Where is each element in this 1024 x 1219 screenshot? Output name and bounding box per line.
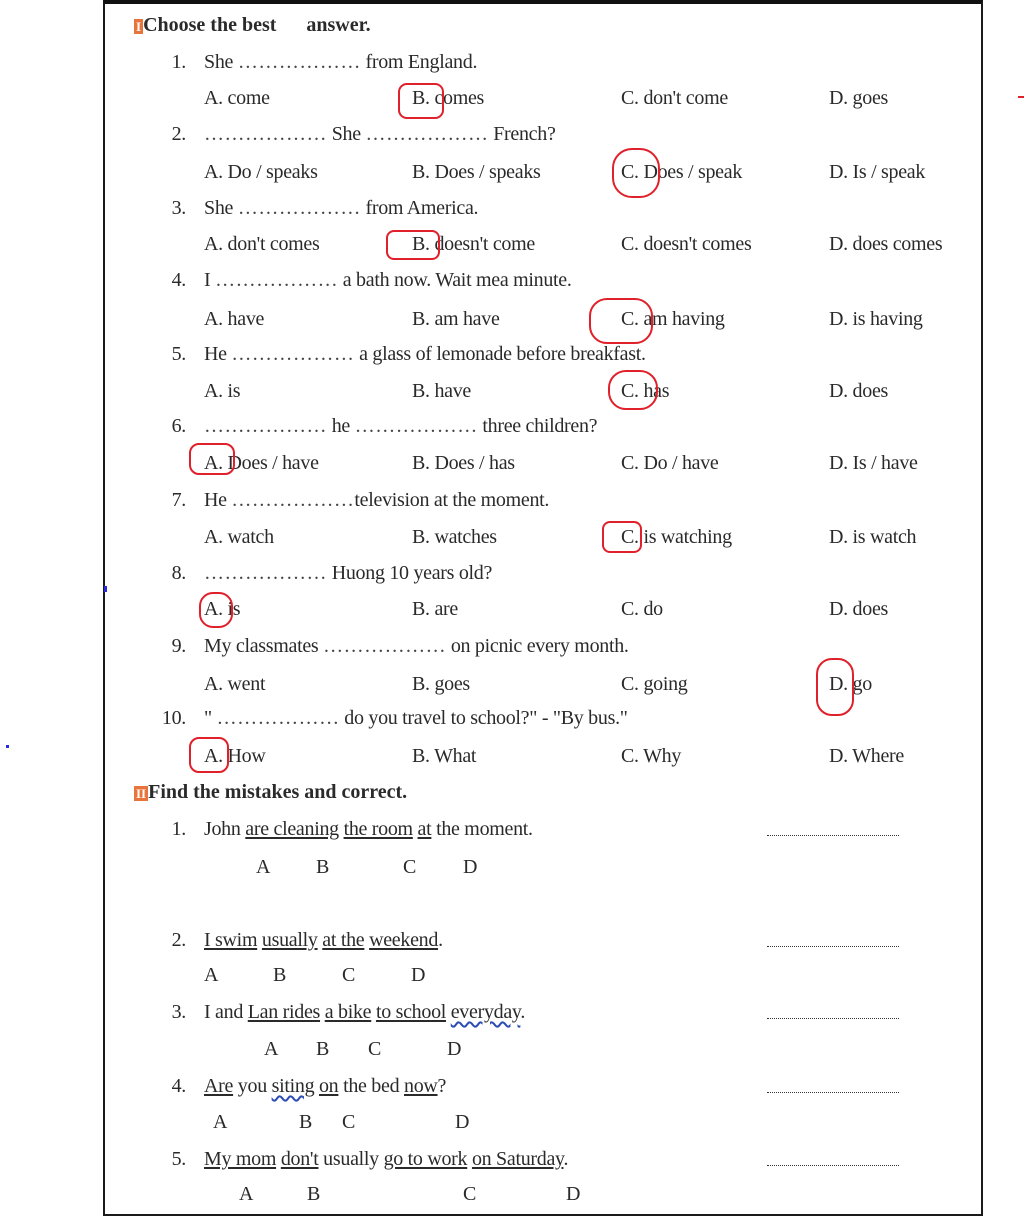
sentence-fragment: John xyxy=(204,818,246,840)
underlined-segment: siting xyxy=(271,1075,315,1097)
option-a[interactable]: A. don't comes xyxy=(204,233,320,255)
mistake-sentence xyxy=(204,1074,446,1098)
underlined-segment: on xyxy=(318,1075,339,1097)
choice-letter-d: D xyxy=(463,856,478,878)
underlined-segment: don't xyxy=(280,1148,319,1170)
choice-letter-c: C xyxy=(403,856,417,878)
sentence-fragment: the bed xyxy=(338,1075,404,1097)
answer-mark-q1 xyxy=(398,83,444,119)
question-text xyxy=(204,342,646,366)
answer-blank: ……………… xyxy=(237,51,361,73)
question-fragment: She xyxy=(327,123,366,145)
choice-letter-a: A xyxy=(256,856,271,878)
underlined-segment: a bike xyxy=(324,1001,372,1023)
answer-blank: ……………… xyxy=(231,489,355,511)
option-b[interactable]: B. Does / speaks xyxy=(412,161,541,183)
option-c[interactable]: C. has xyxy=(621,380,670,402)
correction-line[interactable] xyxy=(767,1091,899,1093)
option-b[interactable]: B. comes xyxy=(412,87,485,109)
stray-dot-blue xyxy=(6,745,9,748)
question-fragment: three children? xyxy=(477,415,598,437)
correction-line[interactable] xyxy=(767,1164,899,1166)
answer-blank: ……………… xyxy=(231,343,355,365)
choice-letter-a: A xyxy=(264,1038,279,1060)
mistake-sentence xyxy=(204,1147,568,1171)
option-a[interactable]: A. went xyxy=(204,673,266,695)
question-fragment: television at the moment. xyxy=(354,489,550,511)
option-c[interactable]: C. Does / speak xyxy=(621,161,743,183)
sentence-fragment: ? xyxy=(437,1075,447,1097)
question-fragment: a bath now. Wait mea minute. xyxy=(338,269,572,291)
choice-letter-c: C xyxy=(342,964,356,986)
choice-letter-b: B xyxy=(316,1038,330,1060)
question-fragment: a glass of lemonade before breakfast. xyxy=(354,343,646,365)
option-c[interactable]: C. don't come xyxy=(621,87,728,109)
question-text xyxy=(204,561,492,585)
question-fragment: He xyxy=(204,343,232,365)
answer-blank: ……………… xyxy=(215,269,339,291)
section-2-heading xyxy=(134,781,407,804)
option-c[interactable]: C. Why xyxy=(621,745,682,767)
stray-mark-blue xyxy=(104,586,107,592)
answer-blank: ……………… xyxy=(204,562,327,584)
question-text xyxy=(204,414,597,438)
option-a[interactable]: A. Do / speaks xyxy=(204,161,318,183)
question-number: 6. xyxy=(171,415,186,437)
underlined-segment: everyday xyxy=(450,1001,521,1023)
question-fragment: French? xyxy=(488,123,556,145)
section-1-tag: I xyxy=(136,19,142,34)
mistake-number: 1. xyxy=(171,818,186,840)
question-fragment: Huong 10 years old? xyxy=(327,562,493,584)
question-fragment: from England. xyxy=(360,51,478,73)
underlined-segment: now xyxy=(404,1075,438,1097)
answer-mark-q4 xyxy=(589,298,653,344)
question-fragment: from America. xyxy=(360,197,479,219)
answer-mark-q10 xyxy=(189,737,229,773)
option-b[interactable]: B. watches xyxy=(412,526,497,548)
sentence-fragment: the moment. xyxy=(431,818,533,840)
mistake-number: 2. xyxy=(171,929,186,951)
choice-letter-c: C xyxy=(463,1183,477,1205)
option-b[interactable]: B. Does / has xyxy=(412,452,515,474)
question-text xyxy=(204,268,572,292)
question-text xyxy=(204,196,478,220)
choice-letter-b: B xyxy=(273,964,287,986)
underlined-segment: at xyxy=(417,818,432,840)
question-fragment: He xyxy=(204,489,232,511)
question-number: 5. xyxy=(171,343,186,365)
option-d[interactable]: D. does xyxy=(829,598,889,620)
option-b[interactable]: B. have xyxy=(412,380,471,402)
mistake-number: 5. xyxy=(171,1148,186,1170)
sentence-fragment: you xyxy=(233,1075,272,1097)
section-1-title: Choose the best answer. xyxy=(143,14,371,36)
answer-blank: ……………… xyxy=(365,123,489,145)
option-c[interactable]: C. going xyxy=(621,673,688,695)
option-d[interactable]: D. does xyxy=(829,380,889,402)
option-c[interactable]: C. doesn't comes xyxy=(621,233,752,255)
sentence-fragment: . xyxy=(520,1001,526,1023)
choice-letter-b: B xyxy=(299,1111,313,1133)
answer-mark-q2 xyxy=(612,148,660,198)
underlined-segment: Lan rides xyxy=(247,1001,321,1023)
question-number: 10. xyxy=(161,707,186,729)
question-fragment: She xyxy=(204,197,238,219)
question-number: 1. xyxy=(171,51,186,73)
question-number: 2. xyxy=(171,123,186,145)
option-b[interactable]: B. What xyxy=(412,745,477,767)
answer-blank: ……………… xyxy=(323,635,447,657)
option-a[interactable]: A. watch xyxy=(204,526,274,548)
option-d[interactable]: D. is watch xyxy=(829,526,917,548)
answer-blank: ……………… xyxy=(204,123,327,145)
sentence-fragment: usually xyxy=(318,1148,384,1170)
question-fragment: he xyxy=(327,415,355,437)
question-fragment: My classmates xyxy=(204,635,324,657)
option-d[interactable]: D. goes xyxy=(829,87,889,109)
underlined-segment: usually xyxy=(261,929,318,951)
option-a[interactable]: A. is xyxy=(204,380,241,402)
sentence-fragment: . xyxy=(438,929,443,951)
mistake-sentence xyxy=(204,817,533,841)
question-fragment: do you travel to school?" - "By bus." xyxy=(339,707,628,729)
question-number: 4. xyxy=(171,269,186,291)
choice-letter-c: C xyxy=(368,1038,382,1060)
underlined-segment: the room xyxy=(343,818,413,840)
question-fragment: She xyxy=(204,51,238,73)
question-fragment: I xyxy=(204,269,216,291)
choice-letter-b: B xyxy=(307,1183,321,1205)
section-2-title: Find the mistakes and correct. xyxy=(148,781,408,803)
option-d[interactable]: D. Is / have xyxy=(829,452,918,474)
underlined-segment: go to work xyxy=(383,1148,468,1170)
section-2-tag: II xyxy=(136,786,147,801)
question-number: 9. xyxy=(171,635,186,657)
mistake-sentence xyxy=(204,1000,525,1024)
correction-line[interactable] xyxy=(767,834,899,836)
question-number: 3. xyxy=(171,197,186,219)
answer-mark-q3 xyxy=(386,230,440,260)
option-c[interactable]: C. am having xyxy=(621,308,725,330)
option-d[interactable]: D. Is / speak xyxy=(829,161,926,183)
choice-letter-b: B xyxy=(316,856,330,878)
underlined-segment: weekend xyxy=(369,929,439,951)
underlined-segment: to school xyxy=(375,1001,447,1023)
underlined-segment: are cleaning xyxy=(245,818,339,840)
option-d[interactable]: D. does comes xyxy=(829,233,943,255)
option-b[interactable]: B. doesn't come xyxy=(412,233,535,255)
answer-mark-q5 xyxy=(608,370,658,410)
underlined-segment: I swim xyxy=(204,929,258,951)
option-a[interactable]: A. come xyxy=(204,87,270,109)
option-c[interactable]: C. Do / have xyxy=(621,452,719,474)
choice-letter-d: D xyxy=(411,964,426,986)
question-text xyxy=(204,50,477,74)
answer-blank: ……………… xyxy=(204,415,327,437)
answer-blank: ……………… xyxy=(216,707,340,729)
option-a[interactable]: A. is xyxy=(204,598,241,620)
option-d[interactable]: D. Where xyxy=(829,745,904,767)
option-c[interactable]: C. is watching xyxy=(621,526,732,548)
option-a[interactable]: A. have xyxy=(204,308,265,330)
choice-letter-d: D xyxy=(455,1111,470,1133)
choice-letter-c: C xyxy=(342,1111,356,1133)
sentence-fragment: . xyxy=(563,1148,569,1170)
choice-letter-a: A xyxy=(239,1183,254,1205)
option-a[interactable]: A. Does / have xyxy=(204,452,319,474)
choice-letter-d: D xyxy=(566,1183,581,1205)
mistake-sentence xyxy=(204,928,443,952)
option-d[interactable]: D. go xyxy=(829,673,872,695)
option-b[interactable]: B. are xyxy=(412,598,458,620)
answer-mark-q6 xyxy=(189,443,235,475)
question-number: 7. xyxy=(171,489,186,511)
question-fragment: " xyxy=(204,707,217,729)
option-c[interactable]: C. do xyxy=(621,598,663,620)
underlined-segment: Are xyxy=(204,1075,234,1097)
question-text xyxy=(204,634,629,658)
answer-mark-q9 xyxy=(816,658,854,716)
answer-mark-q7 xyxy=(602,521,642,553)
option-a[interactable]: A. How xyxy=(204,745,266,767)
question-text xyxy=(204,488,549,512)
correction-line[interactable] xyxy=(767,945,899,947)
option-b[interactable]: B. goes xyxy=(412,673,470,695)
answer-mark-q8 xyxy=(199,592,233,628)
question-number: 8. xyxy=(171,562,186,584)
answer-blank: ……………… xyxy=(237,197,361,219)
correction-line[interactable] xyxy=(767,1017,899,1019)
question-text xyxy=(204,122,556,146)
stray-mark-red xyxy=(1018,96,1024,98)
mistake-number: 4. xyxy=(171,1075,186,1097)
option-b[interactable]: B. am have xyxy=(412,308,500,330)
underlined-segment: My mom xyxy=(204,1148,277,1170)
underlined-segment: on Saturday xyxy=(471,1148,564,1170)
section-1-heading xyxy=(134,14,371,37)
sentence-fragment: I and xyxy=(204,1001,248,1023)
option-d[interactable]: D. is having xyxy=(829,308,923,330)
underlined-segment: at the xyxy=(322,929,365,951)
mistake-number: 3. xyxy=(171,1001,186,1023)
answer-blank: ……………… xyxy=(354,415,478,437)
choice-letter-a: A xyxy=(204,964,219,986)
choice-letter-a: A xyxy=(213,1111,228,1133)
choice-letter-d: D xyxy=(447,1038,462,1060)
question-fragment: on picnic every month. xyxy=(446,635,629,657)
question-text xyxy=(204,706,628,730)
